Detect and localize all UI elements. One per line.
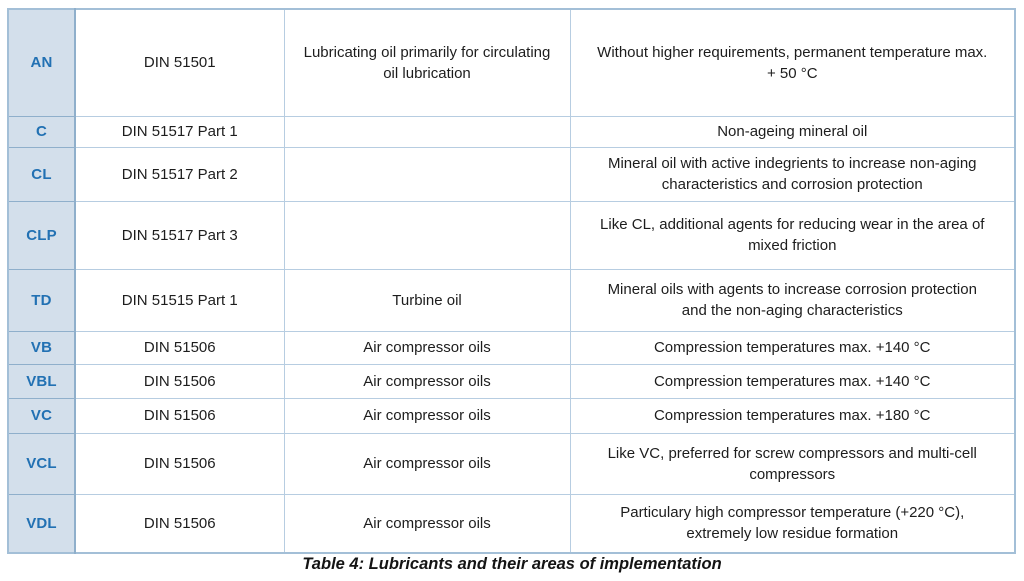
din-standard-cell: DIN 51506 [75, 433, 284, 494]
lubricant-code-cell: TD [8, 269, 75, 331]
oil-type-cell: Air compressor oils [284, 494, 570, 553]
lubricants-table [7, 8, 1016, 554]
din-standard-cell: DIN 51517 Part 3 [75, 201, 284, 269]
table-row [8, 147, 1015, 201]
din-standard-cell: DIN 51506 [75, 364, 284, 398]
lubricants-table-body [8, 9, 1015, 553]
description-cell: Mineral oil with active indegrients to increase non-aging characteristics and corrosion protection [570, 147, 1015, 201]
din-standard-cell: DIN 51501 [75, 9, 284, 116]
description-cell: Like VC, preferred for screw compressors and multi-cell compressors [570, 433, 1015, 494]
oil-type-cell [284, 201, 570, 269]
lubricant-code-cell: VC [8, 398, 75, 433]
lubricant-code-cell: C [8, 116, 75, 147]
table-caption: Table 4: Lubricants and their areas of implementation [302, 555, 722, 573]
table-row [8, 9, 1015, 116]
lubricant-code-cell: AN [8, 9, 75, 116]
description-cell: Particulary high compressor temperature (+220 °C), extremely low residue formation [570, 494, 1015, 553]
lubricant-code-cell: VCL [8, 433, 75, 494]
oil-type-cell [284, 116, 570, 147]
description-cell: Compression temperatures max. +140 °C [570, 364, 1015, 398]
description-cell: Without higher requirements, permanent temperature max. + 50 °C [570, 9, 1015, 116]
lubricant-code-cell: VDL [8, 494, 75, 553]
din-standard-cell: DIN 51506 [75, 331, 284, 364]
table-row [8, 269, 1015, 331]
description-cell: Non-ageing mineral oil [570, 116, 1015, 147]
oil-type-cell: Lubricating oil primarily for circulating oil lubrication [284, 9, 570, 116]
din-standard-cell: DIN 51517 Part 1 [75, 116, 284, 147]
description-cell: Like CL, additional agents for reducing wear in the area of mixed friction [570, 201, 1015, 269]
din-standard-cell: DIN 51515 Part 1 [75, 269, 284, 331]
description-cell: Mineral oils with agents to increase corrosion protection and the non-aging characteristics [570, 269, 1015, 331]
lubricant-code-cell: CLP [8, 201, 75, 269]
lubricant-code-cell: VB [8, 331, 75, 364]
oil-type-cell: Air compressor oils [284, 364, 570, 398]
oil-type-cell [284, 147, 570, 201]
oil-type-cell: Air compressor oils [284, 398, 570, 433]
description-cell: Compression temperatures max. +140 °C [570, 331, 1015, 364]
description-cell: Compression temperatures max. +180 °C [570, 398, 1015, 433]
oil-type-cell: Air compressor oils [284, 433, 570, 494]
lubricant-code-cell: VBL [8, 364, 75, 398]
table-row [8, 364, 1015, 398]
table-row [8, 331, 1015, 364]
din-standard-cell: DIN 51517 Part 2 [75, 147, 284, 201]
oil-type-cell: Turbine oil [284, 269, 570, 331]
table-row [8, 201, 1015, 269]
din-standard-cell: DIN 51506 [75, 398, 284, 433]
oil-type-cell: Air compressor oils [284, 331, 570, 364]
table-row [8, 494, 1015, 553]
lubricant-code-cell: CL [8, 147, 75, 201]
table-row [8, 398, 1015, 433]
din-standard-cell: DIN 51506 [75, 494, 284, 553]
table-row [8, 116, 1015, 147]
table-row [8, 433, 1015, 494]
